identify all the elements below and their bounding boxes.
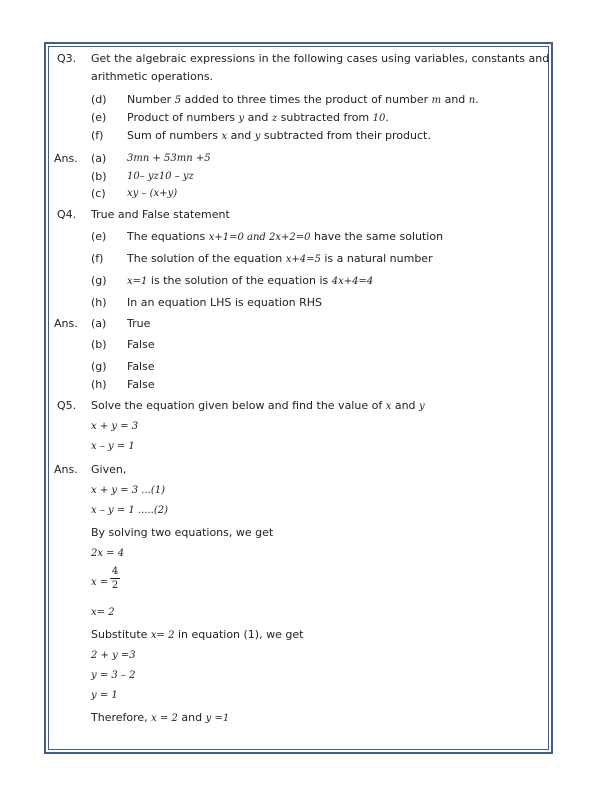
ans5-substitute: Substitute x= 2 in equation (1), we get (91, 628, 304, 641)
q5-text: Solve the equation given below and find the value of x and y (91, 399, 425, 412)
ans4-value: False (127, 378, 155, 391)
ans4-letter: (b) (91, 338, 107, 351)
q3-label: Q3. (57, 52, 77, 65)
q5-eq2: x – y = 1 (91, 441, 135, 452)
ans3-letter: (c) (91, 187, 106, 200)
q4-letter: (f) (91, 252, 104, 265)
fraction-bar (110, 578, 120, 579)
q4-letter: (g) (91, 274, 107, 287)
ans3-letter: (a) (91, 152, 107, 165)
q5-eq1: x + y = 3 (91, 421, 139, 432)
q4-item-f: The solution of the equation x+4=5 is a natural number (127, 252, 433, 265)
q5-label: Q5. (57, 399, 77, 412)
q4-text: True and False statement (91, 208, 230, 221)
q4-item-h: In an equation LHS is equation RHS (127, 296, 323, 309)
ans5-y-value: y = 1 (91, 690, 118, 701)
q3-item-d: Number 5 added to three times the product of number m and n. (127, 93, 479, 106)
ans4-letter: (a) (91, 317, 107, 330)
q3-item-e: Product of numbers y and z subtracted from 10. (127, 111, 389, 124)
fraction-denominator: 2 (111, 580, 119, 591)
q3-item-f: Sum of numbers x and y subtracted from their product. (127, 129, 431, 142)
ans5-solving: By solving two equations, we get (91, 526, 274, 539)
ans5-x-value: x= 2 (91, 607, 115, 618)
ans5-fraction (110, 566, 120, 591)
ans3-label: Ans. (54, 152, 78, 165)
ans5-conclusion: Therefore, x = 2 and y =1 (91, 711, 230, 724)
ans5-eq2: x – y = 1 .....(2) (91, 505, 168, 516)
ans5-eq1: x + y = 3 ...(1) (91, 485, 166, 496)
q3-text-line1: Get the algebraic expressions in the following cases using variables, constants and (91, 52, 550, 65)
ans5-step-2x: 2x = 4 (91, 548, 125, 559)
ans4-value: False (127, 360, 155, 373)
ans5-step-y: y = 3 – 2 (91, 670, 136, 681)
ans5-frac-lhs: x = (91, 577, 109, 588)
ans5-label: Ans. (54, 463, 78, 476)
ans3-expr-c: xy – (x+y) (127, 188, 178, 199)
q3-item-letter: (e) (91, 111, 107, 124)
q4-item-g: x=1 is the solution of the equation is 4x+4=4 (127, 274, 374, 287)
q4-item-e: The equations x+1=0 and 2x+2=0 have the same solution (127, 230, 444, 243)
fraction-numerator: 4 (111, 566, 119, 577)
ans5-given: Given, (91, 463, 127, 476)
ans4-letter: (g) (91, 360, 107, 373)
q4-letter: (h) (91, 296, 107, 309)
q4-letter: (e) (91, 230, 107, 243)
ans3-expr-b: 10– yz10 – yz (127, 171, 194, 182)
ans4-value: False (127, 338, 155, 351)
ans3-expr-a: 3mn + 53mn +5 (127, 153, 211, 164)
ans5-step-2y: 2 + y =3 (91, 650, 136, 661)
q3-item-letter: (f) (91, 129, 104, 142)
ans4-value: True (127, 317, 151, 330)
page-border-inner (48, 46, 549, 750)
ans3-letter: (b) (91, 170, 107, 183)
q3-text-line2: arithmetic operations. (91, 70, 214, 83)
q4-label: Q4. (57, 208, 77, 221)
ans4-label: Ans. (54, 317, 78, 330)
q3-item-letter: (d) (91, 93, 107, 106)
ans4-letter: (h) (91, 378, 107, 391)
